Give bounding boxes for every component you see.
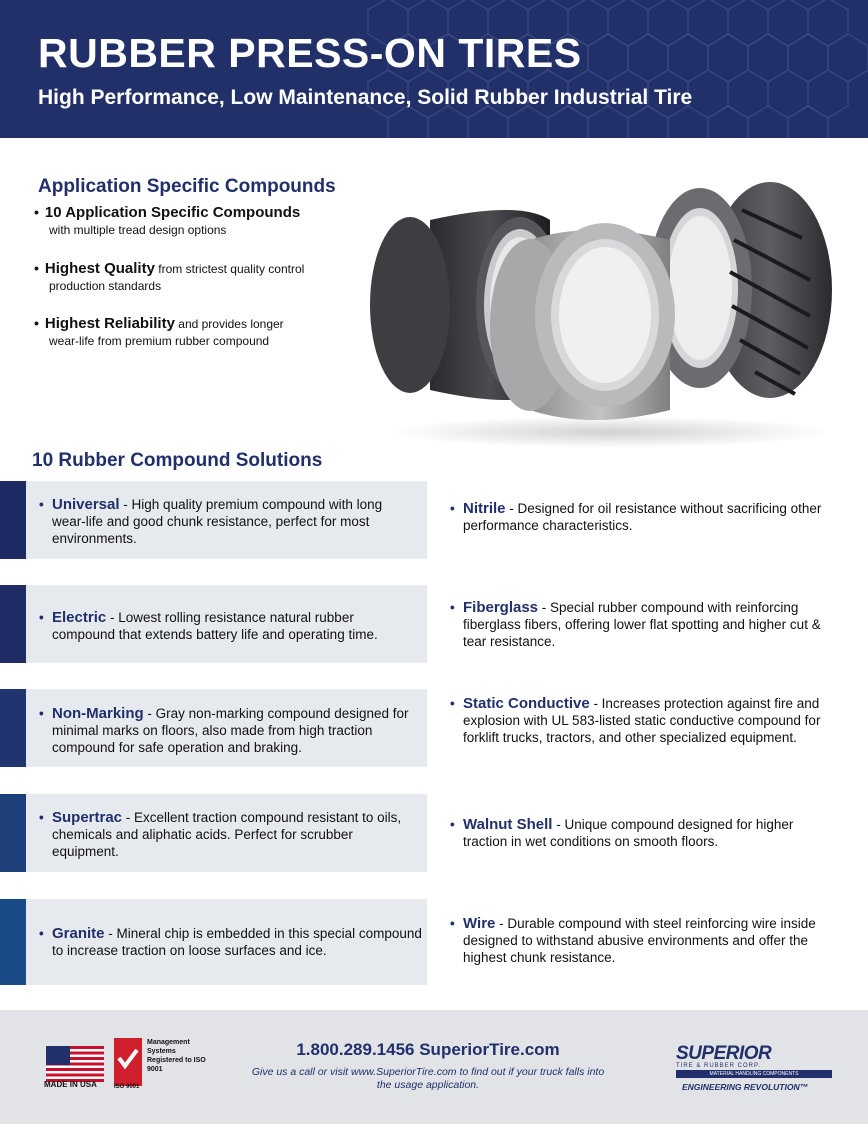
compound-name: Wire	[463, 915, 496, 932]
feature-sub: wear-life from premium rubber compound	[49, 334, 270, 348]
compound-name: Fiberglass	[463, 599, 539, 616]
compound-desc: - Durable compound with steel reinforcing wire inside designed to withstand abusive environments and offer the highest chunk resistance.	[463, 916, 816, 965]
compound-desc: - Increases protection against fire and explosion with UL 583-listed static conductive compound for forklift trucks, tractors, and other specialized equipment.	[463, 696, 821, 745]
logo-corp: TIRE & RUBBER CORP.	[676, 1063, 761, 1069]
gray-tire	[490, 223, 675, 420]
feature-sub: production standards	[49, 279, 162, 293]
compound-supertrac	[39, 809, 412, 860]
iso-caption: ISO 9001	[114, 1084, 140, 1090]
compound-desc: - High quality premium compound with long wear-life and good chunk resistance, perfect for most environments.	[52, 497, 383, 546]
compound-non-marking	[39, 705, 422, 756]
bullet-icon: •	[34, 315, 39, 331]
feature-item	[34, 260, 304, 295]
compound-wire	[450, 915, 838, 966]
bullet-icon: •	[450, 817, 455, 832]
compound-desc: - Excellent traction compound resistant to oils, chemicals and aliphatic acids. Perfect for scrubber equipment.	[52, 810, 402, 859]
header-banner	[0, 0, 868, 138]
compound-desc: - Designed for oil resistance without sacrificing other performance characteristics.	[463, 501, 822, 533]
compound-nitrile	[450, 500, 838, 534]
accent-bar	[0, 585, 26, 663]
compound-electric	[39, 609, 412, 643]
accent-bar	[0, 689, 26, 767]
iso-text: Management Systems Registered to ISO 9001	[147, 1039, 206, 1073]
feature-rest: and provides longer	[174, 317, 284, 331]
logo-brand: SUPERIOR	[676, 1043, 772, 1064]
compound-name: Walnut Shell	[463, 816, 553, 833]
contact-phone-website[interactable]: 1.800.289.1456 SuperiorTire.com	[296, 1040, 560, 1059]
bullet-icon: •	[450, 916, 455, 931]
compound-desc: - Unique compound designed for higher traction in wet conditions on smooth floors.	[463, 817, 794, 849]
compound-name: Supertrac	[52, 809, 123, 826]
feature-bold: Highest Reliability	[44, 315, 175, 332]
bullet-icon: •	[39, 497, 44, 512]
solutions-section-title: 10 Rubber Compound Solutions	[32, 450, 323, 471]
compound-universal	[39, 496, 412, 547]
treaded-tire	[648, 182, 832, 398]
feature-rest: from strictest quality control	[154, 262, 305, 276]
feature-bold: 10 Application Specific Compounds	[44, 204, 301, 221]
compound-name: Universal	[52, 496, 120, 513]
compound-static-conductive	[450, 695, 838, 746]
compound-granite	[39, 925, 422, 959]
accent-bar	[0, 899, 26, 985]
compound-desc: - Gray non-marking compound designed for minimal marks on floors, also made from high traction compound for safe operation and braking.	[52, 706, 409, 755]
accent-bar	[0, 481, 26, 559]
compound-desc: - Special rubber compound with reinforcing fiberglass fibers, offering lower flat spotting and higher cut & tear resistance.	[463, 600, 821, 649]
feature-item	[34, 204, 300, 239]
bullet-icon: •	[34, 260, 39, 276]
accent-bar	[0, 794, 26, 872]
compound-desc: - Lowest rolling resistance natural rubber compound that extends battery life and operating time.	[52, 610, 378, 642]
feature-bold: Highest Quality	[44, 260, 155, 277]
compound-desc: - Mineral chip is embedded in this special compound to increase traction on loose surfaces and ice.	[52, 926, 422, 958]
bullet-icon: •	[450, 696, 455, 711]
compound-name: Nitrile	[463, 500, 506, 517]
bullet-icon: •	[39, 706, 44, 721]
compound-name: Static Conductive	[463, 695, 590, 712]
bullet-icon: •	[450, 600, 455, 615]
us-flag-icon	[46, 1046, 104, 1082]
tires-illustration	[370, 180, 850, 450]
made-in-usa-label: MADE IN USA	[44, 1080, 97, 1089]
superior-logo	[676, 1043, 832, 1092]
page-subtitle: High Performance, Low Maintenance, Solid Rubber Industrial Tire	[38, 86, 693, 109]
compound-name: Non-Marking	[52, 705, 144, 722]
compound-walnut-shell	[450, 816, 838, 850]
page-title: RUBBER PRESS-ON TIRES	[38, 30, 582, 76]
bullet-icon: •	[39, 926, 44, 941]
bullet-icon: •	[39, 810, 44, 825]
feature-sub: with multiple tread design options	[49, 223, 227, 237]
contact-note: Give us a call or visit www.SuperiorTire.com to find out if your truck falls into the usage application.	[251, 1066, 605, 1091]
compound-name: Granite	[52, 925, 105, 942]
bullet-icon: •	[39, 610, 44, 625]
logo-tagline: ENGINEERING REVOLUTION™	[682, 1082, 809, 1092]
feature-item	[34, 315, 284, 350]
compound-fiberglass	[450, 599, 838, 650]
compound-name: Electric	[52, 609, 107, 626]
logo-stripe: MATERIAL HANDLING COMPONENTS	[676, 1070, 832, 1078]
compounds-section-title: Application Specific Compounds	[38, 176, 336, 197]
bullet-icon: •	[34, 204, 39, 220]
bullet-icon: •	[450, 501, 455, 516]
iso-certification-icon	[114, 1038, 142, 1086]
